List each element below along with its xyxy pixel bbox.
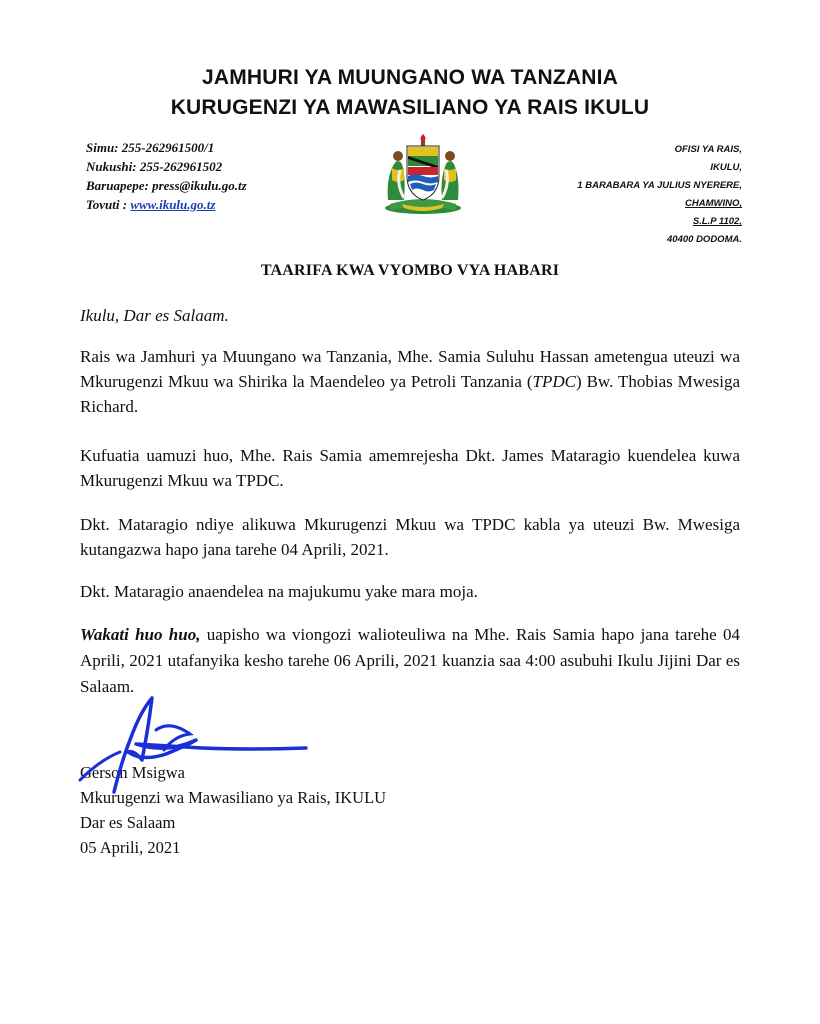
phone-line: Simu: 255-262961500/1 — [86, 140, 215, 155]
paragraph-1-text-b: ) Bw. Thobias Mwesiga Richard. — [80, 372, 740, 416]
fax-line: Nukushi: 255-262961502 — [86, 159, 223, 174]
address-line: 40400 DODOMA. — [667, 234, 742, 245]
coat-of-arms-icon — [376, 134, 470, 216]
address-line: S.L.P 1102, — [692, 216, 742, 227]
paragraph-1-abbr: TPDC — [532, 372, 577, 391]
paragraph-5 — [80, 622, 740, 700]
address-block — [577, 141, 742, 249]
website-label: Tovuti : — [86, 197, 131, 212]
paragraph-1-text-a: Rais wa Jamhuri ya Muungano wa Tanzania, Mhe. Samia Suluhu Hassan ametengua uteuzi wa Mkurugenzi Mkuu wa Shirika la Maendeleo ya Petroli Tanzania ( — [80, 347, 740, 391]
letterhead-line-2: KURUGENZI YA MAWASILIANO YA RAIS IKULU — [170, 96, 650, 119]
signatory-city: Dar es Salaam — [80, 813, 176, 832]
paragraph-5-text: uapisho wa viongozi walioteuliwa na Mhe. Rais Samia hapo jana tarehe 04 Aprili, 2021 utafanyika kesho tarehe 06 Aprili, 2021 kuanzia saa 4:00 asubuhi Ikulu Jijini Dar es Salaam. — [80, 625, 740, 696]
letterhead-line-1: JAMHURI YA MUUNGANO WA TANZANIA — [201, 66, 619, 89]
notice-title: TAARIFA KWA VYOMBO VYA HABARI — [260, 262, 560, 279]
address-line: CHAMWINO, — [685, 198, 742, 209]
paragraph-2: Kufuatia uamuzi huo, Mhe. Rais Samia amemrejesha Dkt. James Mataragio kuendelea kuwa Mkurugenzi Mkuu wa TPDC. — [80, 446, 740, 490]
signatory-title: Mkurugenzi wa Mawasiliano ya Rais, IKULU — [80, 788, 387, 807]
paragraph-5-lead: Wakati huo huo, — [80, 625, 201, 644]
address-line: IKULU, — [710, 162, 742, 173]
signatory-date: 05 Aprili, 2021 — [80, 838, 181, 857]
website-line — [86, 195, 247, 214]
paragraph-1 — [80, 344, 740, 419]
paragraph-3: Dkt. Mataragio ndiye alikuwa Mkurugenzi Mkuu wa TPDC kabla ya uteuzi Bw. Mwesiga kutangazwa hapo jana tarehe 04 Aprili, 2021. — [80, 515, 740, 559]
paragraph-4: Dkt. Mataragio anaendelea na majukumu yake mara moja. — [80, 582, 478, 601]
email-line: Baruapepe: press@ikulu.go.tz — [86, 178, 247, 193]
website-link[interactable]: www.ikulu.go.tz — [130, 197, 216, 212]
signatory-name: Gerson Msigwa — [80, 763, 185, 782]
address-line: OFISI YA RAIS, — [674, 144, 742, 155]
contact-block — [86, 138, 247, 214]
address-line: 1 BARABARA YA JULIUS NYERERE, — [577, 180, 742, 191]
handwritten-signature — [70, 690, 320, 800]
dateline-place: Ikulu, Dar es Salaam. — [80, 306, 229, 325]
